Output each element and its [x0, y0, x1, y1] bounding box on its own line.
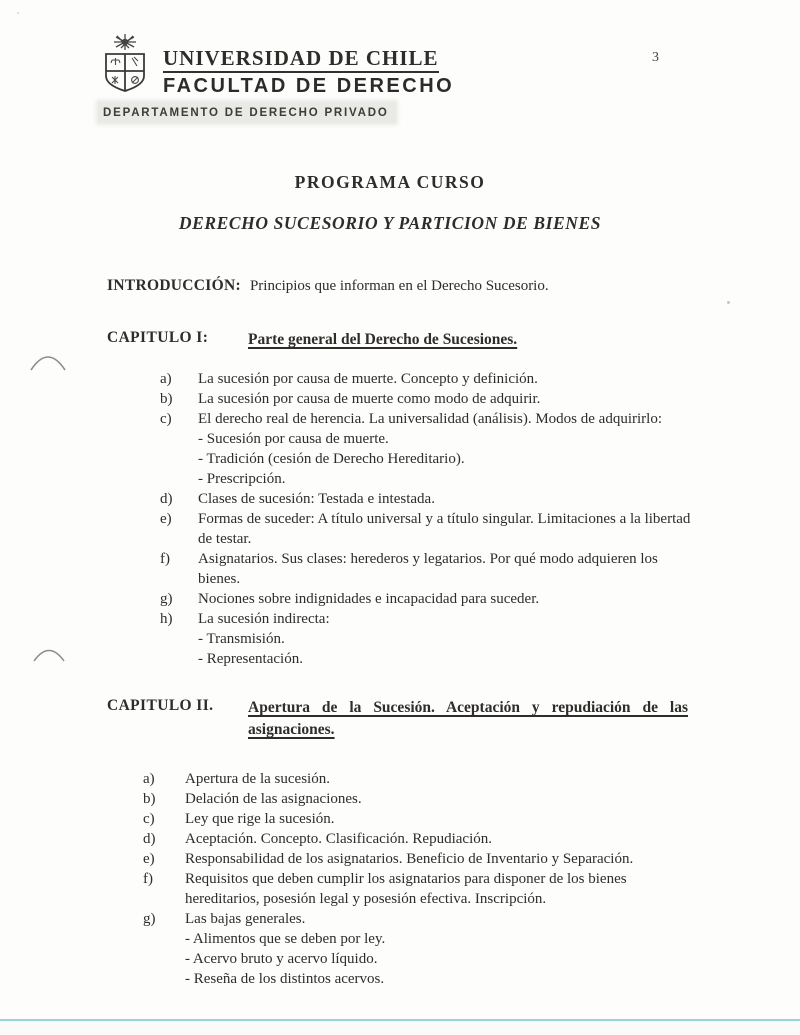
item-text — [185, 849, 700, 869]
item-sub-text: - Sucesión por causa de muerte. — [198, 431, 389, 447]
introduction-text: Principios que informan en el Derecho Sucesorio. — [249, 278, 549, 294]
item-text — [185, 769, 700, 789]
scan-speck — [17, 12, 19, 14]
list-item — [143, 869, 700, 909]
list-item — [143, 829, 700, 849]
item-text — [185, 829, 700, 849]
item-text — [198, 609, 700, 669]
item-text — [185, 789, 700, 809]
chapter-1-items — [160, 369, 700, 669]
list-item — [160, 489, 700, 509]
chapter-1-heading — [248, 329, 688, 351]
hole-punch-mark — [33, 646, 65, 663]
item-main-text: Las bajas generales. — [185, 911, 306, 927]
chapter-2-heading-line: asignaciones. — [248, 721, 335, 738]
item-sub-text: - Representación. — [198, 651, 303, 667]
list-item — [160, 549, 700, 589]
list-item — [160, 589, 700, 609]
item-main-text: La sucesión por causa de muerte como modo de adquirir. — [198, 391, 541, 407]
list-item — [143, 909, 700, 989]
item-letter: c) — [143, 811, 155, 827]
item-main-text: Aceptación. Concepto. Clasificación. Repudiación. — [185, 831, 492, 847]
item-letter: h) — [160, 611, 173, 627]
item-letter: g) — [143, 911, 156, 927]
item-text — [198, 509, 700, 549]
item-letter: d) — [160, 491, 173, 507]
list-item — [160, 369, 700, 389]
item-main-text: Delación de las asignaciones. — [185, 791, 362, 807]
item-letter: b) — [143, 791, 156, 807]
item-letter: c) — [160, 411, 172, 427]
item-sub-text: - Alimentos que se deben por ley. — [185, 931, 386, 947]
item-text — [198, 549, 700, 589]
item-letter: a) — [143, 771, 155, 787]
list-item — [143, 809, 700, 829]
item-main-text: Clases de sucesión: Testada e intestada. — [198, 491, 435, 507]
document-title: PROGRAMA CURSO — [294, 172, 486, 192]
chapter-2-label: CAPITULO II. — [107, 697, 214, 714]
list-item — [160, 409, 700, 489]
item-letter: d) — [143, 831, 156, 847]
item-main-text: Formas de suceder: A título universal y a título singular. Limitaciones a la libertad de testar. — [198, 511, 691, 547]
item-main-text: La sucesión indirecta: — [198, 611, 330, 627]
item-sub-text: - Reseña de los distintos acervos. — [185, 971, 385, 987]
list-item — [143, 769, 700, 789]
item-text — [198, 489, 700, 509]
item-main-text: Responsabilidad de los asignatarios. Beneficio de Inventario y Separación. — [185, 851, 634, 867]
chapter-1-heading-row — [107, 329, 688, 351]
hole-punch-mark — [30, 352, 66, 372]
item-text — [185, 809, 700, 829]
chapter-1-heading-line: Parte general del Derecho de Sucesiones. — [248, 331, 518, 348]
item-text — [185, 869, 700, 909]
department-name: DEPARTAMENTO DE DERECHO PRIVADO — [103, 106, 389, 119]
item-letter: e) — [160, 511, 172, 527]
item-sub-text: - Transmisión. — [198, 631, 285, 647]
list-item — [143, 849, 700, 869]
introduction-label: INTRODUCCIÓN: — [107, 277, 241, 294]
list-item — [160, 389, 700, 409]
scan-speck — [727, 301, 730, 304]
item-letter: g) — [160, 591, 173, 607]
item-text — [198, 589, 700, 609]
item-letter: b) — [160, 391, 173, 407]
item-main-text: La sucesión por causa de muerte. Concepto y definición. — [198, 371, 538, 387]
item-main-text: Requisitos que deben cumplir los asignatarios para disponer de los bienes hereditarios, posesión legal y posesión efectiva. Inscripción. — [185, 871, 627, 907]
item-letter: a) — [160, 371, 172, 387]
list-item — [143, 789, 700, 809]
department-banner — [98, 102, 396, 123]
item-text — [198, 369, 700, 389]
item-main-text: Ley que rige la sucesión. — [185, 811, 335, 827]
university-crest-icon — [96, 33, 154, 97]
item-main-text: Asignatarios. Sus clases: herederos y legatarios. Por qué modo adquieren los bienes. — [198, 551, 658, 587]
scan-edge-area — [0, 1021, 800, 1035]
item-text — [198, 409, 700, 489]
item-text — [185, 909, 700, 989]
item-letter: f) — [160, 551, 170, 567]
chapter-2-heading — [248, 697, 688, 741]
introduction-line — [107, 277, 692, 295]
item-letter: f) — [143, 871, 153, 887]
chapter-2-items — [143, 769, 700, 989]
item-sub-text: - Acervo bruto y acervo líquido. — [185, 951, 378, 967]
item-sub-text: - Tradición (cesión de Derecho Hereditario). — [198, 451, 465, 467]
page-number: 3 — [652, 50, 659, 65]
course-name: DERECHO SUCESORIO Y PARTICION DE BIENES — [178, 213, 602, 233]
list-item — [160, 609, 700, 669]
item-sub-text: - Prescripción. — [198, 471, 286, 487]
item-main-text: Nociones sobre indignidades e incapacidad para suceder. — [198, 591, 540, 607]
letterhead — [96, 33, 454, 99]
university-name: UNIVERSIDAD DE CHILE — [163, 46, 439, 73]
chapter-1-label: CAPITULO I: — [107, 329, 209, 346]
item-letter: e) — [143, 851, 155, 867]
chapter-2-heading-row — [107, 697, 688, 741]
item-main-text: Apertura de la sucesión. — [185, 771, 330, 787]
item-main-text: El derecho real de herencia. La universalidad (análisis). Modos de adquirirlo: — [198, 411, 662, 427]
item-text — [198, 389, 700, 409]
letterhead-text — [163, 46, 454, 99]
chapter-2-heading-line: Apertura de la Sucesión. Aceptación y repudiación de las — [248, 699, 688, 716]
faculty-name: FACULTAD DE DERECHO — [163, 75, 455, 97]
list-item — [160, 509, 700, 549]
